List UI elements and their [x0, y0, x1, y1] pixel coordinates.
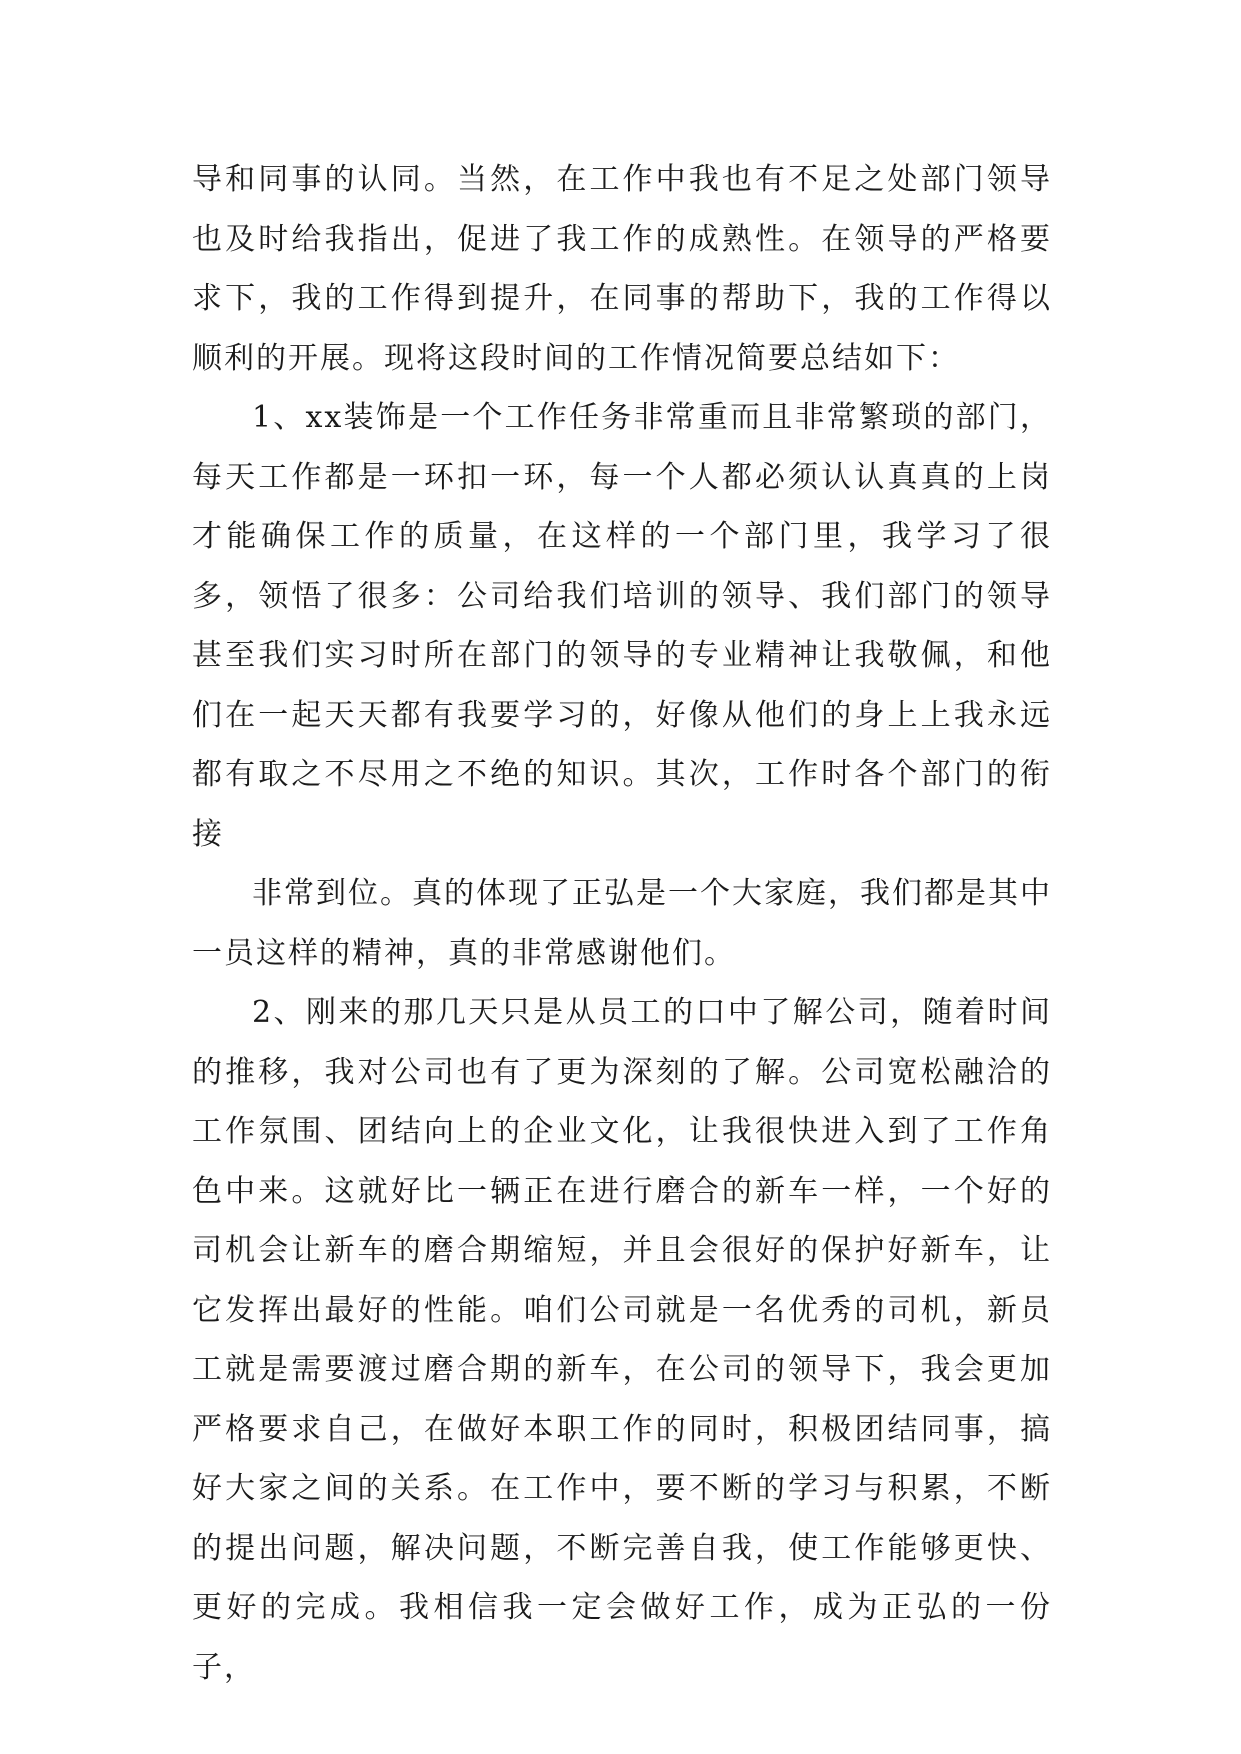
- paragraph-item-1: 1、xx装饰是一个工作任务非常重而且非常繁琐的部门，每天工作都是一环扣一环，每一个人都必须认认真真的上岗才能确保工作的质量，在这样的一个部门里，我学习了很多，领悟了很多：公司给我们培训的领导、我们部门的领导甚至我们实习时所在部门的领导的专业精神让我敬佩，和他们在一起天天都有我要学习的，好像从他们的身上上我永远都有取之不尽用之不绝的知识。其次，工作时各个部门的衔接: [192, 400, 1052, 852]
- paragraph-continuation: 导和同事的认同。当然，在工作中我也有不足之处部门领导也及时给我指出，促进了我工作的成熟性。在领导的严格要求下，我的工作得到提升，在同事的帮助下，我的工作得以顺利的开展。现将这段时间的工作情况简要总结如下：: [192, 162, 1052, 376]
- paragraph-item-2: 2、刚来的那几天只是从员工的口中了解公司，随着时间的推移，我对公司也有了更为深刻的了解。公司宽松融洽的工作氛围、团结向上的企业文化，让我很快进入到了工作角色中来。这就好比一辆正在进行磨合的新车一样，一个好的司机会让新车的磨合期缩短，并且会很好的保护好新车，让它发挥出最好的性能。咱们公司就是一名优秀的司机，新员工就是需要渡过磨合期的新车，在公司的领导下，我会更加严格要求自己，在做好本职工作的同时，积极团结同事，搞好大家之间的关系。在工作中，要不断的学习与积累，不断的提出问题，解决问题，不断完善自我，使工作能够更快、更好的完成。我相信我一定会做好工作，成为正弘的一份子，: [192, 995, 1052, 1685]
- paragraph-item-1-continued: 非常到位。真的体现了正弘是一个大家庭，我们都是其中一员这样的精神，真的非常感谢他们。: [192, 876, 1052, 971]
- document-body: [192, 150, 1052, 1697]
